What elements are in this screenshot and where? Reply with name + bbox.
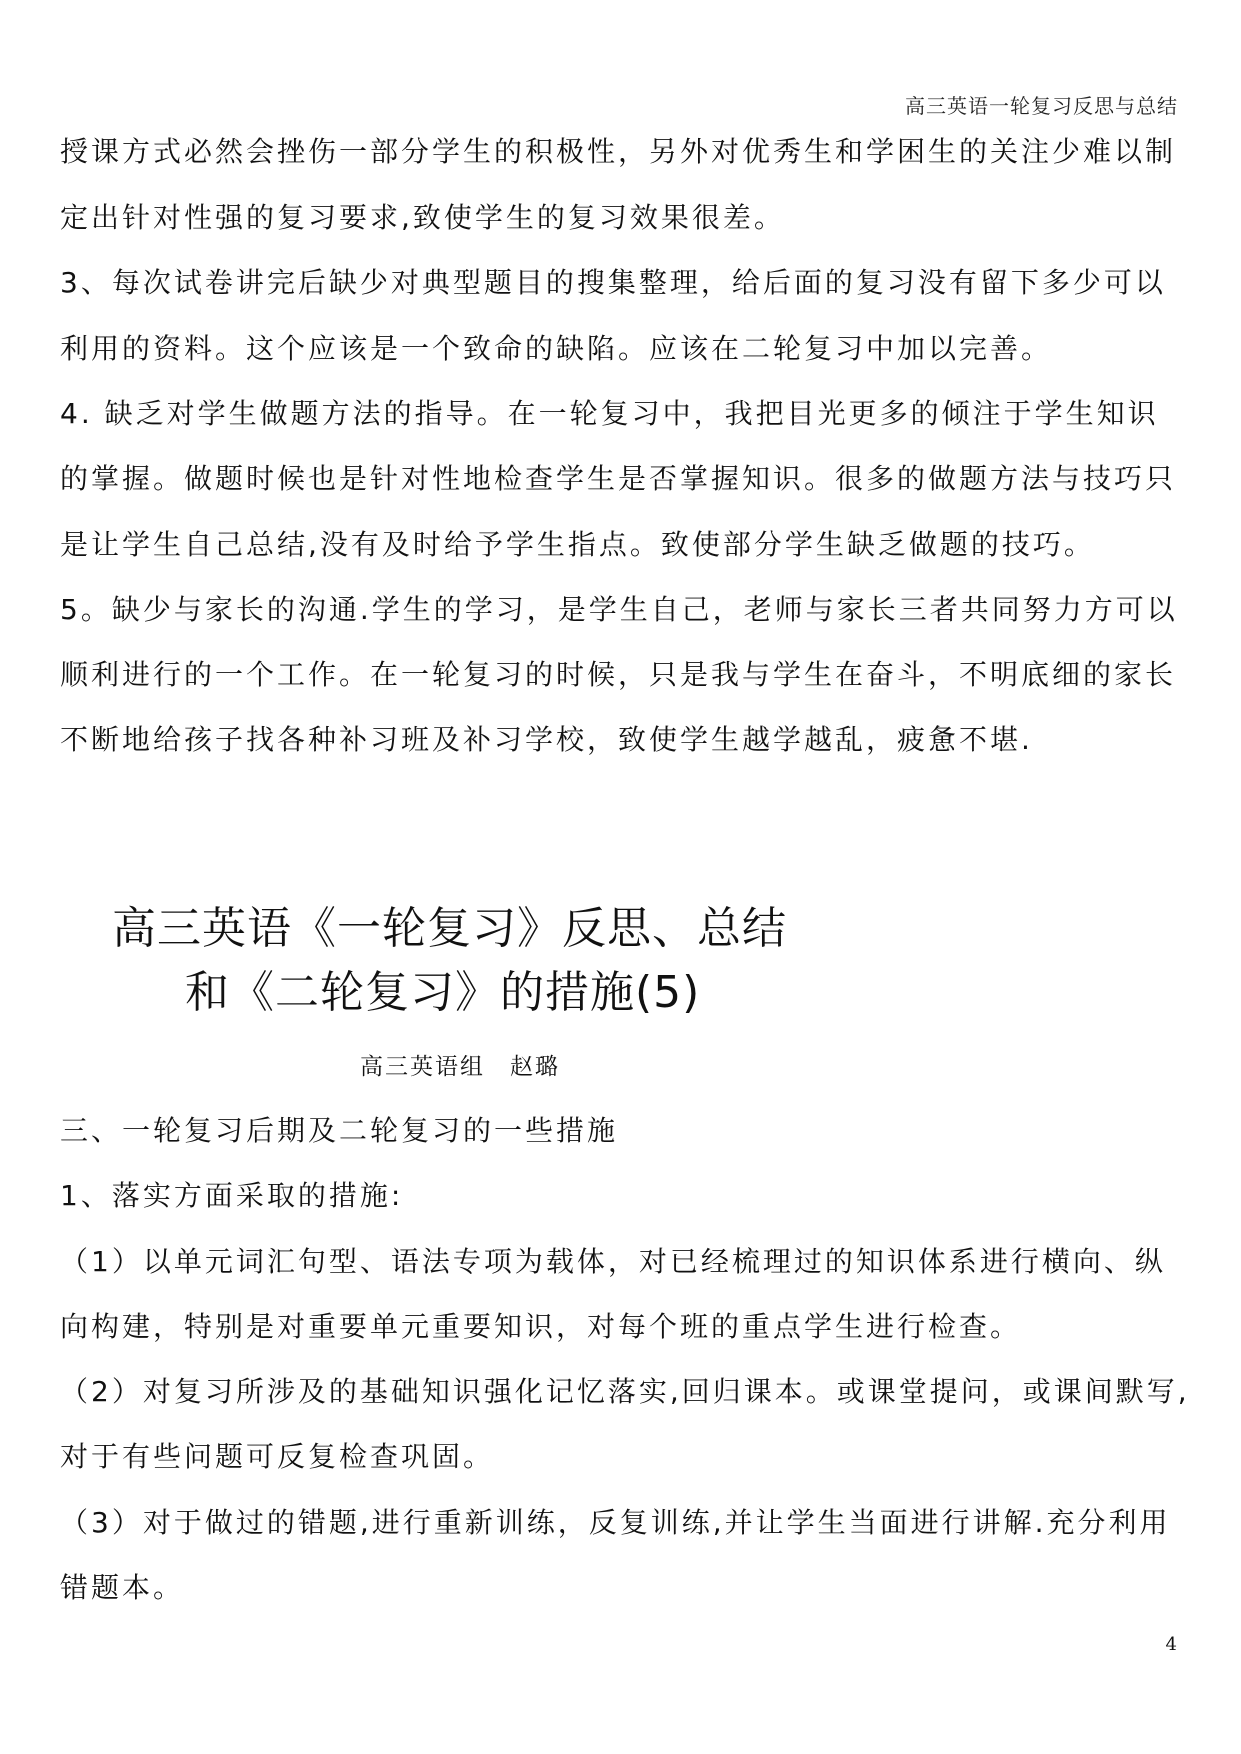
paragraph-line: 利用的资料。这个应该是一个致命的缺陷。应该在二轮复习中加以完善。 xyxy=(60,332,1053,365)
page-number: 4 xyxy=(1165,1634,1177,1655)
paragraph-line: 定出针对性强的复习要求,致使学生的复习效果很差。 xyxy=(60,201,785,234)
running-header: 高三英语一轮复习反思与总结 xyxy=(905,94,1178,118)
paragraph-line: 3、每次试卷讲完后缺少对典型题目的搜集整理，给后面的复习没有留下多少可以 xyxy=(60,266,1166,299)
paragraph-line: （3）对于做过的错题,进行重新训练，反复训练,并让学生当面进行讲解.充分利用 xyxy=(60,1506,1171,1539)
article-title-line-1: 高三英语《一轮复习》反思、总结 xyxy=(112,903,787,954)
sub-heading: 1、落实方面采取的措施: xyxy=(60,1179,404,1212)
paragraph-line: （1）以单元词汇句型、语法专项为载体，对已经梳理过的知识体系进行横向、纵 xyxy=(60,1245,1166,1278)
article-author: 高三英语组 赵璐 xyxy=(360,1054,560,1080)
paragraph-line: 向构建，特别是对重要单元重要知识，对每个班的重点学生进行检查。 xyxy=(60,1310,1022,1343)
paragraph-line: 的掌握。做题时候也是针对性地检查学生是否掌握知识。很多的做题方法与技巧只 xyxy=(60,462,1177,495)
paragraph-line: 是让学生自己总结,没有及时给予学生指点。致使部分学生缺乏做题的技巧。 xyxy=(60,528,1095,561)
paragraph-line: 5。缺少与家长的沟通.学生的学习，是学生自己，老师与家长三者共同努力方可以 xyxy=(60,593,1178,626)
article-title-line-2: 和《二轮复习》的措施(5) xyxy=(185,967,701,1018)
section-heading: 三、一轮复习后期及二轮复习的一些措施 xyxy=(60,1114,619,1147)
paragraph-line: 对于有些问题可反复检查巩固。 xyxy=(60,1440,495,1473)
paragraph-line: 授课方式必然会挫伤一部分学生的积极性，另外对优秀生和学困生的关注少难以制 xyxy=(60,135,1177,168)
paragraph-line: 错题本。 xyxy=(60,1571,185,1604)
paragraph-line: 顺利进行的一个工作。在一轮复习的时候，只是我与学生在奋斗，不明底细的家长 xyxy=(60,658,1177,691)
paragraph-line: 4. 缺乏对学生做题方法的指导。在一轮复习中，我把目光更多的倾注于学生知识 xyxy=(60,397,1159,430)
paragraph-line: （2）对复习所涉及的基础知识强化记忆落实,回归课本。或课堂提问，或课间默写, xyxy=(60,1375,1190,1408)
paragraph-line: 不断地给孩子找各种补习班及补习学校，致使学生越学越乱，疲惫不堪. xyxy=(60,723,1033,756)
